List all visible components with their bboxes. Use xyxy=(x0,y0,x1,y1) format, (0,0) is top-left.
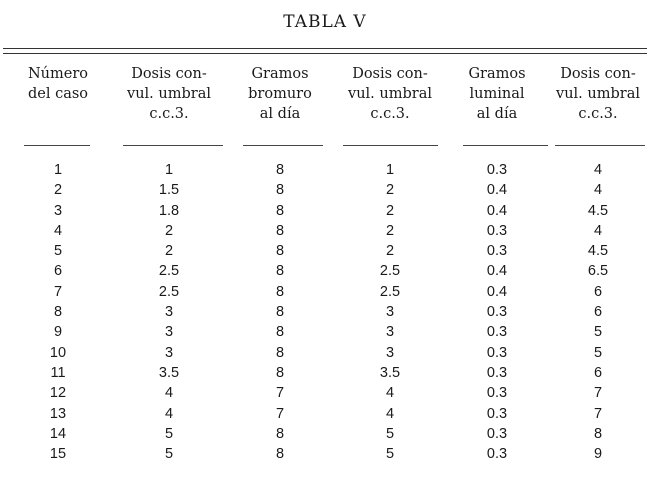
column-header-line: Número xyxy=(27,66,89,82)
column-header xyxy=(225,56,335,150)
column-header xyxy=(3,56,113,150)
table-cell: 4 xyxy=(593,162,603,178)
table-cell: 8 xyxy=(275,162,285,178)
table-cell: 8 xyxy=(275,182,285,199)
table-row xyxy=(3,383,647,403)
table-row xyxy=(3,282,647,302)
table-cell: 4 xyxy=(164,385,174,402)
table-cell: 2.5 xyxy=(379,283,401,300)
table-cell: 1.8 xyxy=(158,202,180,219)
table-cell: 7 xyxy=(593,405,603,422)
table-body xyxy=(3,150,647,464)
table-cell: 0.4 xyxy=(486,202,508,219)
table-cell: 7 xyxy=(275,405,285,422)
table-cell: 8 xyxy=(275,222,285,239)
column-header xyxy=(445,56,549,150)
table-cell: 0.4 xyxy=(486,263,508,280)
table-row xyxy=(3,302,647,322)
table-cell: 2 xyxy=(385,222,395,239)
table-cell: 8 xyxy=(593,425,603,442)
table-cell: 2.5 xyxy=(379,263,401,280)
table-cell: 0.3 xyxy=(486,222,508,239)
table-row xyxy=(3,404,647,424)
column-header-line: Dosis con- xyxy=(131,66,207,82)
table-cell: 8 xyxy=(275,425,285,442)
table-cell: 2 xyxy=(164,222,174,239)
table-row xyxy=(3,180,647,200)
table-row xyxy=(3,150,647,180)
table-cell: 2 xyxy=(164,243,174,260)
table-cell: 8 xyxy=(275,324,285,341)
table-cell: 8 xyxy=(275,364,285,381)
table-cell: 3 xyxy=(385,304,395,321)
table-cell: 2 xyxy=(385,202,395,219)
table-row xyxy=(3,363,647,383)
column-header-line: vul. umbral xyxy=(348,86,432,102)
table-cell: 4.5 xyxy=(587,202,609,219)
column-header-line: Gramos xyxy=(251,66,309,82)
table-cell: 8 xyxy=(275,243,285,260)
table-cell: 0.3 xyxy=(486,243,508,260)
table-cell: 0.3 xyxy=(486,304,508,321)
table-cell: 8 xyxy=(53,304,63,321)
table-cell: 8 xyxy=(275,283,285,300)
table-cell: 0.4 xyxy=(486,182,508,199)
table-cell: 7 xyxy=(593,385,603,402)
table-cell: 4 xyxy=(593,222,603,239)
table-cell: 10 xyxy=(49,344,67,361)
column-header-line: Gramos xyxy=(468,66,526,82)
table-cell: 5 xyxy=(53,243,63,260)
table-cell: 5 xyxy=(385,425,395,442)
table-cell: 6 xyxy=(53,263,63,280)
table-cell: 6 xyxy=(593,283,603,300)
table-cell: 1 xyxy=(385,162,395,178)
column-header-line: Dosis con- xyxy=(352,66,428,82)
table-row xyxy=(3,201,647,221)
column-header-line: del caso xyxy=(27,86,89,102)
table-cell: 4 xyxy=(164,405,174,422)
table-row xyxy=(3,424,647,444)
column-header-line: vul. umbral xyxy=(556,86,640,102)
table-cell: 3 xyxy=(164,304,174,321)
table-cell: 0.4 xyxy=(486,283,508,300)
table-cell: 9 xyxy=(53,324,63,341)
table-cell: 6.5 xyxy=(587,263,609,280)
table-cell: 0.3 xyxy=(486,405,508,422)
table-cell: 7 xyxy=(275,385,285,402)
table-cell: 5 xyxy=(593,324,603,341)
table-cell: 0.3 xyxy=(486,364,508,381)
table-cell: 3 xyxy=(53,202,63,219)
table-cell: 0.3 xyxy=(486,344,508,361)
column-header xyxy=(113,56,225,150)
table-cell: 4 xyxy=(385,385,395,402)
table-cell: 14 xyxy=(49,425,67,442)
column-header-line: luminal xyxy=(469,86,525,102)
table-cell: 8 xyxy=(275,446,285,463)
table-cell: 2.5 xyxy=(158,263,180,280)
table-cell: 8 xyxy=(275,202,285,219)
column-header-line: c.c.3. xyxy=(370,106,410,122)
table-title: TABLA V xyxy=(283,12,367,32)
top-rule xyxy=(3,48,647,49)
table-cell: 2.5 xyxy=(158,283,180,300)
table-cell: 5 xyxy=(385,446,395,463)
table-cell: 12 xyxy=(49,385,67,402)
table-cell: 0.3 xyxy=(486,324,508,341)
table-cell: 2 xyxy=(53,182,63,199)
table-cell: 5 xyxy=(593,344,603,361)
table-cell: 2 xyxy=(385,182,395,199)
table-cell: 3 xyxy=(164,344,174,361)
table-row xyxy=(3,221,647,241)
table-cell: 11 xyxy=(50,364,66,381)
column-header xyxy=(335,56,445,150)
table-cell: 6 xyxy=(593,304,603,321)
column-header xyxy=(549,56,647,150)
table-cell: 1 xyxy=(53,162,63,178)
table-cell: 13 xyxy=(49,405,67,422)
table-cell: 2 xyxy=(385,243,395,260)
table-cell: 0.3 xyxy=(486,162,508,178)
column-header-line: al día xyxy=(476,106,518,122)
column-header-line: vul. umbral xyxy=(127,86,211,102)
table-row xyxy=(3,241,647,261)
table-row xyxy=(3,261,647,281)
table-cell: 1 xyxy=(164,162,174,178)
column-header-line: Dosis con- xyxy=(560,66,636,82)
table-cell: 3 xyxy=(385,344,395,361)
table-cell: 5 xyxy=(164,446,174,463)
table-cell: 3.5 xyxy=(379,364,401,381)
table-row xyxy=(3,343,647,363)
table-cell: 9 xyxy=(593,446,603,463)
table-row xyxy=(3,444,647,464)
table-cell: 3.5 xyxy=(158,364,180,381)
data-table xyxy=(3,56,647,464)
top-rule-double xyxy=(3,53,647,54)
table-cell: 5 xyxy=(164,425,174,442)
table-cell: 4 xyxy=(53,222,63,239)
column-header-line: bromuro xyxy=(248,86,312,102)
table-cell: 3 xyxy=(164,324,174,341)
table-row xyxy=(3,322,647,342)
table-cell: 15 xyxy=(49,446,67,463)
table-cell: 7 xyxy=(53,283,63,300)
table-cell: 6 xyxy=(593,364,603,381)
table-cell: 8 xyxy=(275,263,285,280)
table-cell: 4 xyxy=(593,182,603,199)
table-cell: 0.3 xyxy=(486,446,508,463)
table-cell: 4 xyxy=(385,405,395,422)
table-cell: 3 xyxy=(385,324,395,341)
header-row xyxy=(3,56,647,150)
column-header-line: c.c.3. xyxy=(578,106,618,122)
column-header-line: c.c.3. xyxy=(149,106,189,122)
table-cell: 0.3 xyxy=(486,425,508,442)
column-header-line: al día xyxy=(259,106,301,122)
table-cell: 0.3 xyxy=(486,385,508,402)
table-cell: 8 xyxy=(275,344,285,361)
table-cell: 8 xyxy=(275,304,285,321)
table-cell: 1.5 xyxy=(158,182,180,199)
table-cell: 4.5 xyxy=(587,243,609,260)
